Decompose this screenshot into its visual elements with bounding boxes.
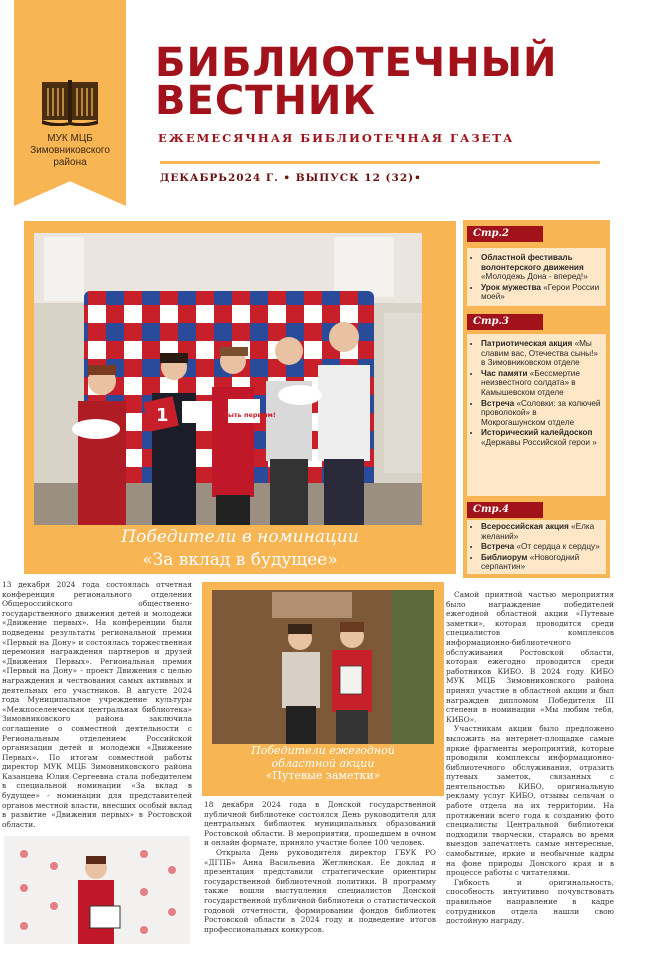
article-3	[446, 590, 614, 926]
article-3-paragraph-2: Участникам акции было предложено выложить на интернет-площадке самые яркие фрагменты мероприятий, которые проводили комплексы информационно-библиотечного обслуживания, отразить путевых заметок, связанных с деятельностью КИБО, оригинальную рекламу услуг КИБО, отзывы сельчан о работе отдела на их территории. На протяжении всего года к созданию фото специалисты Центральной библиотеки подходили творчески, стараясь во время выездов запечатлеть самые интересные, самобытные, яркие и необычные кадры на фоне природы Донского края и в процессе работы с читателями.	[446, 724, 614, 878]
section-tab-page-2: Стр.2	[467, 226, 543, 242]
org-line-2: Зимовниковского	[30, 145, 110, 156]
section-block-page-2	[467, 248, 606, 306]
photo-2-caption	[202, 745, 444, 783]
article-1-text: 13 декабря 2024 года состоялась отчетная конференция регионального отделения Общероссийского общественно-государственного движения детей и молодежи «Движение первых». На конференции были подведены результаты региональной премии «Первый на Дону» и состоялась торжественная церемония награждения партнеров и друзей «Движения Первых». Региональная премия «Первый на Дону» - проект Движения с целью награждения и чествования самых активных и деятельных его участников. В августе 2024 года Муниципальное учреждение культуры «Межпоселенческая центральная библиотека» Зимовниковского района заключила соглашение о совместной деятельности с Региональным отделением Российской организации детей и молодежи «Движение Первых». По итогам совместной работы директор МУК МЦБ Зимовниковского района Казанцева Юлия Сергеевна стала победителем в специальной номинации «За вклад в будущее» - номинации для представителей органов местной власти, внесших особый вклад в развитие «Движения первых» в Ростовской области.	[2, 580, 192, 829]
list-item: • Патриотическая акция «Мы славим вас, Отечества сыны!» в Зимовниковском отделе	[481, 339, 602, 368]
list-item: • Областной фестиваль волонтерского движения «Молодежь Дона - вперед!»	[481, 253, 602, 282]
main-photo	[34, 233, 422, 525]
main-photo-caption-line-2: «За вклад в будущее»	[142, 550, 338, 570]
list-item: • Урок мужества «Герои России моей»	[481, 283, 602, 302]
contents-sidebar	[463, 220, 610, 578]
section-tab-page-3: Стр.3	[467, 314, 543, 330]
title-line-2: ВЕСТНИК	[155, 78, 377, 124]
section-tab-page-4: Стр.4	[467, 502, 543, 518]
article-2	[204, 800, 436, 934]
list-item: • Встреча «Соловки: за колючей проволокой» в Мокрогашунском отделе	[481, 399, 602, 428]
organization-name	[18, 133, 122, 169]
article-1	[2, 580, 192, 829]
main-photo-caption-line-1: Победители в номинации	[121, 527, 359, 547]
photo-2	[212, 590, 434, 744]
list-item: • Исторический калейдоскоп «Державы Российской герои »	[481, 428, 602, 447]
svg-text:1: 1	[156, 405, 169, 426]
masthead-divider	[160, 161, 600, 164]
newspaper-title	[155, 40, 625, 124]
photo-2-caption-line-1: Победители ежегодной	[251, 744, 395, 757]
article-3-paragraph-3: Гибкость и оригинальность, способность интуитивно почувствовать правильное направление в кадре сотрудников отдела нашли свою достойную награду.	[446, 877, 614, 926]
section-block-page-4	[467, 520, 606, 574]
article-3-paragraph-1: Самой приятной частью мероприятия было награждение победителей ежегодной областной акции «Путевые заметки», которая проводится среди специалистов комплексов информационно-библиотечного обслуживания Ростовской области, которая ежегодно проводится среди работников КИБО. В 2024 году КИБО МУК МЦБ Зимовниковского района принял участие в областной акции и был награжден дипломом Победителя III степени в номинации «Мы любим тебя, КИБО».	[446, 590, 614, 724]
newspaper-subtitle: ЕЖЕМЕСЯЧНАЯ БИБЛИОТЕЧНАЯ ГАЗЕТА	[158, 131, 515, 145]
list-item: • Всероссийская акция «Елка желаний»	[481, 522, 602, 541]
list-item: • Час памяти «Бессмертие неизвестного солдата» в Камышевском отделе	[481, 369, 602, 398]
book-logo-icon	[40, 78, 100, 126]
article-2-paragraph-2: Открыла День руководителя директор ГБУК РО «ДГПБ» Анна Васильевна Жеглинская. Ее доклад и презентация представили стратегические ориентиры государственной библиотечной политики. В программу также вошли выступления специалистов Донской государственной публичной библиотеки о статистической годовой отчетности, формировании фондов библиотек Ростовской области в 2024 году и подведение итогов профессиональных конкурсов.	[204, 847, 436, 934]
org-line-3: района	[53, 157, 87, 168]
title-line-1: БИБЛИОТЕЧНЫЙ	[155, 40, 558, 86]
photo-2-caption-line-2: областной акции	[271, 756, 375, 770]
section-block-page-3	[467, 334, 606, 496]
list-item: • Встреча «От сердца к сердцу»	[481, 542, 602, 552]
award-photo	[4, 836, 190, 944]
article-2-paragraph-1: 18 декабря 2024 года в Донской государственной публичной библиотеке состоялся День руководителя для центральных библиотек муниципальных образований Ростовской области. В мероприятии, прошедшем в очном и онлайн формате, приняло участие более 100 человек.	[204, 800, 436, 848]
list-item: • Библиорум «Новогодний серпантин»	[481, 553, 602, 572]
photo-2-caption-line-3: «Путевые заметки»	[265, 769, 381, 782]
issue-info: ДЕКАБРЬ2024 Г. • ВЫПУСК 12 (32)•	[160, 172, 422, 184]
org-line-1: МУК МЦБ	[47, 133, 93, 144]
photo-sign-text: Быть первым!	[223, 411, 276, 419]
